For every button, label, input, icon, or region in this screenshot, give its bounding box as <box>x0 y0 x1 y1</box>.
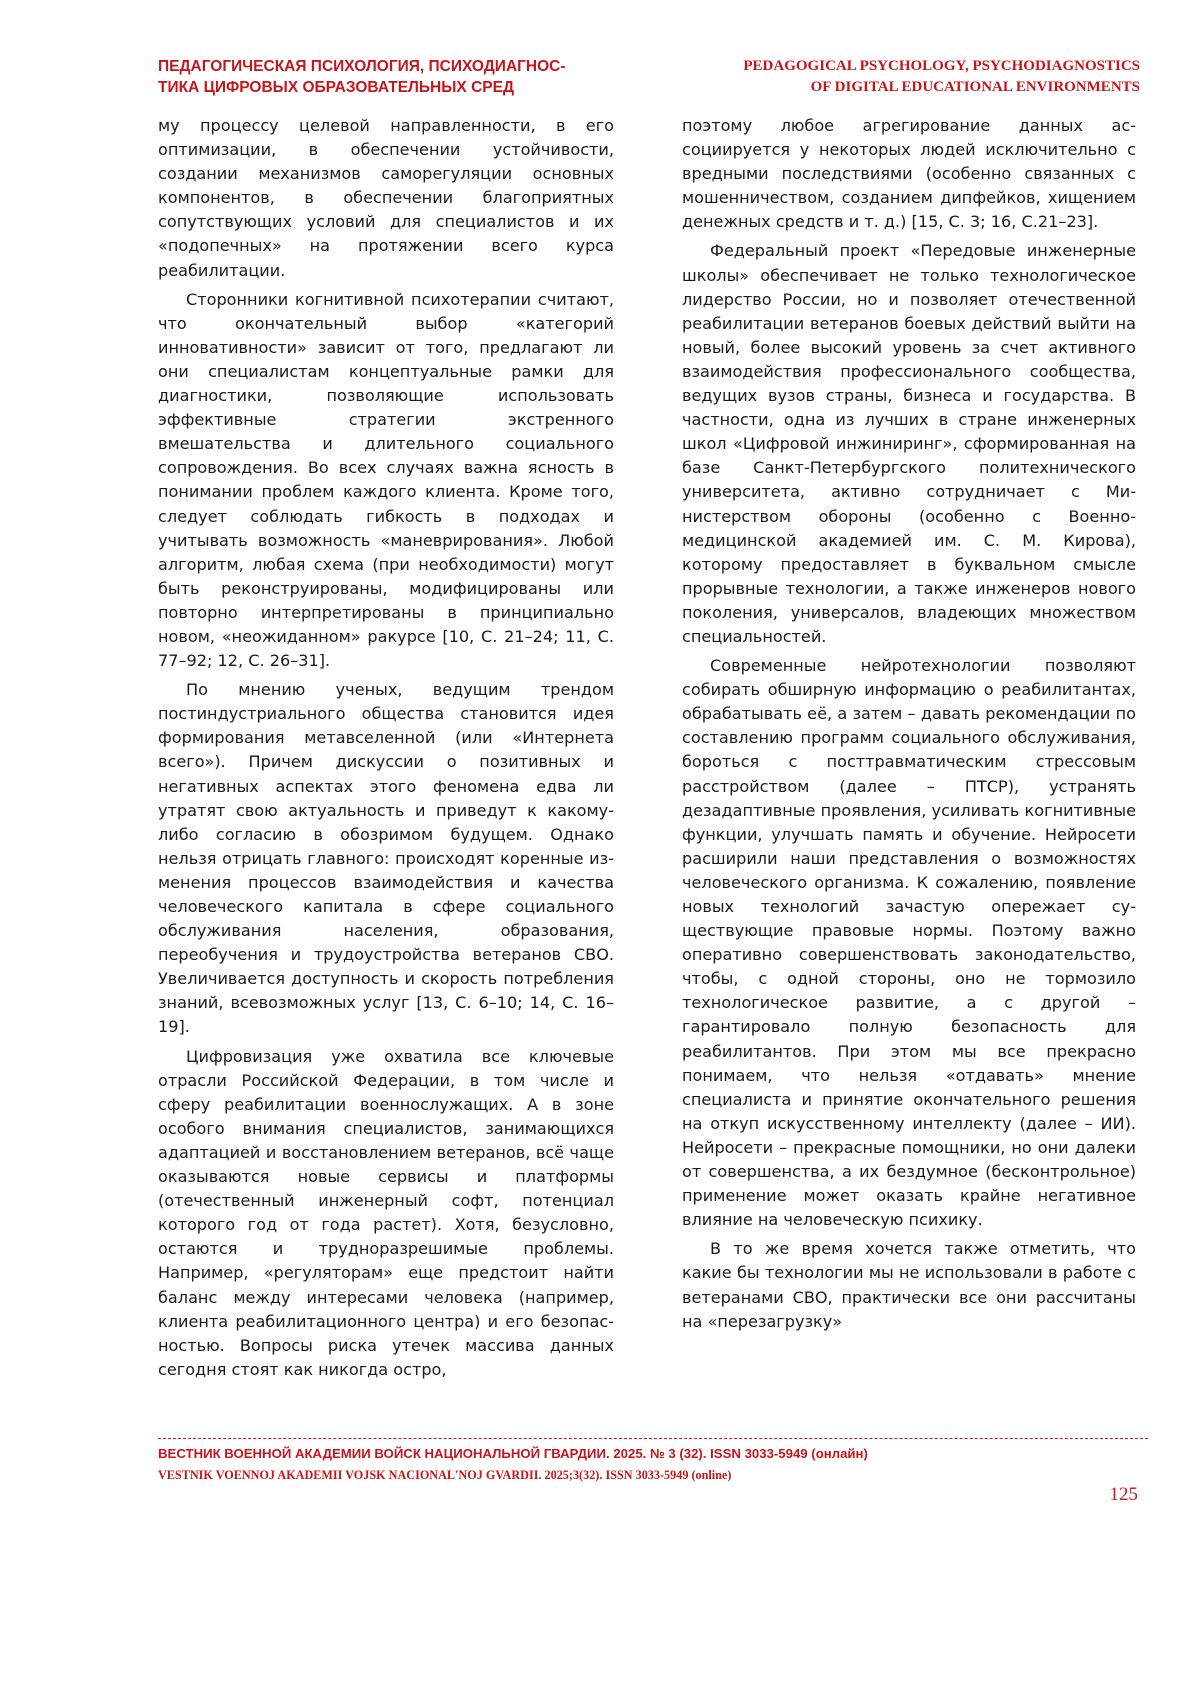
header-en-line-1: PEDAGOGICAL PSYCHOLOGY, PSYCHODIAGNOSTICS <box>743 58 1140 74</box>
paragraph: По мнению ученых, ведущим трендом постиндустриального общества становится идея формирования метавселенной (или «Интернета всего»). Причем дискуссии о позитивных и негативных аспектах этого феномена едва ли утратят свою актуальность и приведут к какому-либо согласию в обозримом будущем. Однако нельзя отрицать главного: происходят коренные изменения процессов взаимодействия и качества человеческого капитала в сфере социального обслуживания населения, образования, переобучения и трудоустройства ветеранов СВО. Увеличивается доступность и скорость потребления знаний, всевозможных услуг [13, С. 6–10; 14, С. 16–19]. <box>158 680 614 1037</box>
left-column <box>158 114 614 1432</box>
footer-journal-ru: ВЕСТНИК ВОЕННОЙ АКАДЕМИИ ВОЙСК НАЦИОНАЛЬНОЙ ГВАРДИИ. 2025. № 3 (32). ISSN 3033-5949 (онлайн) <box>158 1446 868 1461</box>
right-column <box>682 114 1136 1432</box>
running-header-en <box>670 56 1140 98</box>
footer-divider <box>158 1438 1148 1439</box>
paragraph: му процессу целевой направленности, в его оптимизации, в обеспечении устойчивости, создании механизмов саморегуляции основных компонентов, в обеспечении благоприятных сопутствующих условий для специалистов и их «подопечных» на протяжении всего курса реабилитации. <box>158 116 614 280</box>
page-number: 125 <box>1109 1484 1138 1505</box>
paragraph: Современные нейротехнологии позволяют собирать обширную информацию о реабилитантах, обрабатывать её, а затем – давать рекомендации по составлению программ социального обслуживания, бороться с посттравматическим стрессовым расстройством (далее – ПТСР), устранять дезадаптивные проявления, усиливать когнитивные функции, улучшать память и обучение. Нейросети расширили наши представления о возможностях человеческого организма. К сожалению, появление новых технологий зачастую опережает существующие правовые нормы. Поэтому важно оперативно совершенствовать законодательство, чтобы, с одной стороны, оно не тормозило технологическое развитие, а с другой – гарантировало полную безопасность для реабилитантов. При этом мы все прекрасно понимаем, что нельзя «отдавать» мнение специалиста и принятие окончательного решения на откуп искусственному интеллекту (далее – ИИ). Нейросети – прекрасные помощники, но они далеки от совершенства, а их бездумное (бесконтрольное) применение может оказать крайне негативное влияние на человеческую психику. <box>682 656 1136 1230</box>
running-header-ru <box>158 56 628 98</box>
paragraph: Федеральный проект «Передовые инженерные школы» обеспечивает не только технологическое лидерство России, но и позволяет отечественной реабилитации ветеранов боевых действий выйти на новый, более высокий уровень за счет активного взаимодействия профессионального сообщества, ведущих вузов страны, бизнеса и государства. В частности, одна из лучших в стране инженерных школ «Цифровой инжиниринг», сформированная на базе Санкт-Петербургского политехнического университета, активно сотрудничает с Министерством обороны (особенно с Военно-медицинской академией им. С. М. Кирова), которому предоставляет в буквальном смысле прорывные технологии, а также инженеров нового поколения, универсалов, владеющих множеством специальностей. <box>682 241 1136 646</box>
header-en-line-2: OF DIGITAL EDUCATIONAL ENVIRONMENTS <box>810 79 1140 95</box>
header-ru-line-1: ПЕДАГОГИЧЕСКАЯ ПСИХОЛОГИЯ, ПСИХОДИАГНОС- <box>158 58 566 75</box>
paragraph: Сторонники когнитивной психотерапии считают, что окончательный выбор «категорий инновативности» зависит от того, предлагают ли они специалистам концептуальные рамки для диагностики, позволяющие использовать эффективные стратегии экстренного вмешательства и длительного социального сопровождения. Во всех случаях важна ясность в понимании проблем каждого клиента. Кроме того, следует соблюдать гибкость в подходах и учитывать возможность «маневрирования». Любой алгоритм, любая схема (при необходимости) могут быть реконструированы, модифицированы или повторно интерпретированы в принципиально новом, «неожиданном» ракурсе [10, С. 21–24; 11, С. 77–92; 12, С. 26–31]. <box>158 289 614 671</box>
paragraph: поэтому любое агрегирование данных ассоциируется у некоторых людей исключительно с вредными последствиями (особенно связанных с мошенничеством, созданием дипфейков, хищением денежных средств и т. д.) [15, С. 3; 16, С.21–23]. <box>682 116 1136 232</box>
paragraph: Цифровизация уже охватила все ключевые отрасли Российской Федерации, в том числе и сферу реабилитации военнослужащих. А в зоне особого внимания специалистов, занимающихся адаптацией и восстановлением ветеранов, всё чаще оказываются новые сервисы и платформы (отечественный инженерный софт, потенциал которого год от года растет). Хотя, безусловно, остаются и трудноразрешимые проблемы. Например, «регуляторам» еще предстоит найти баланс между интересами человека (например, клиента реабилитационного центра) и его безопасностью. Вопросы риска утечек массива данных сегодня стоят как никогда остро, <box>158 1046 614 1379</box>
paragraph: В то же время хочется также отметить, что какие бы технологии мы не использовали в работе с ветеранами СВО, практически все они рассчитаны на «перезагрузку» <box>682 1239 1136 1331</box>
footer-journal-en: VESTNIK VOENNOJ AKADEMII VOJSK NACIONAL'NOJ GVARDII. 2025;3(32). ISSN 3033-5949 (online) <box>158 1468 732 1482</box>
header-ru-line-2: ТИКА ЦИФРОВЫХ ОБРАЗОВАТЕЛЬНЫХ СРЕД <box>158 79 514 96</box>
